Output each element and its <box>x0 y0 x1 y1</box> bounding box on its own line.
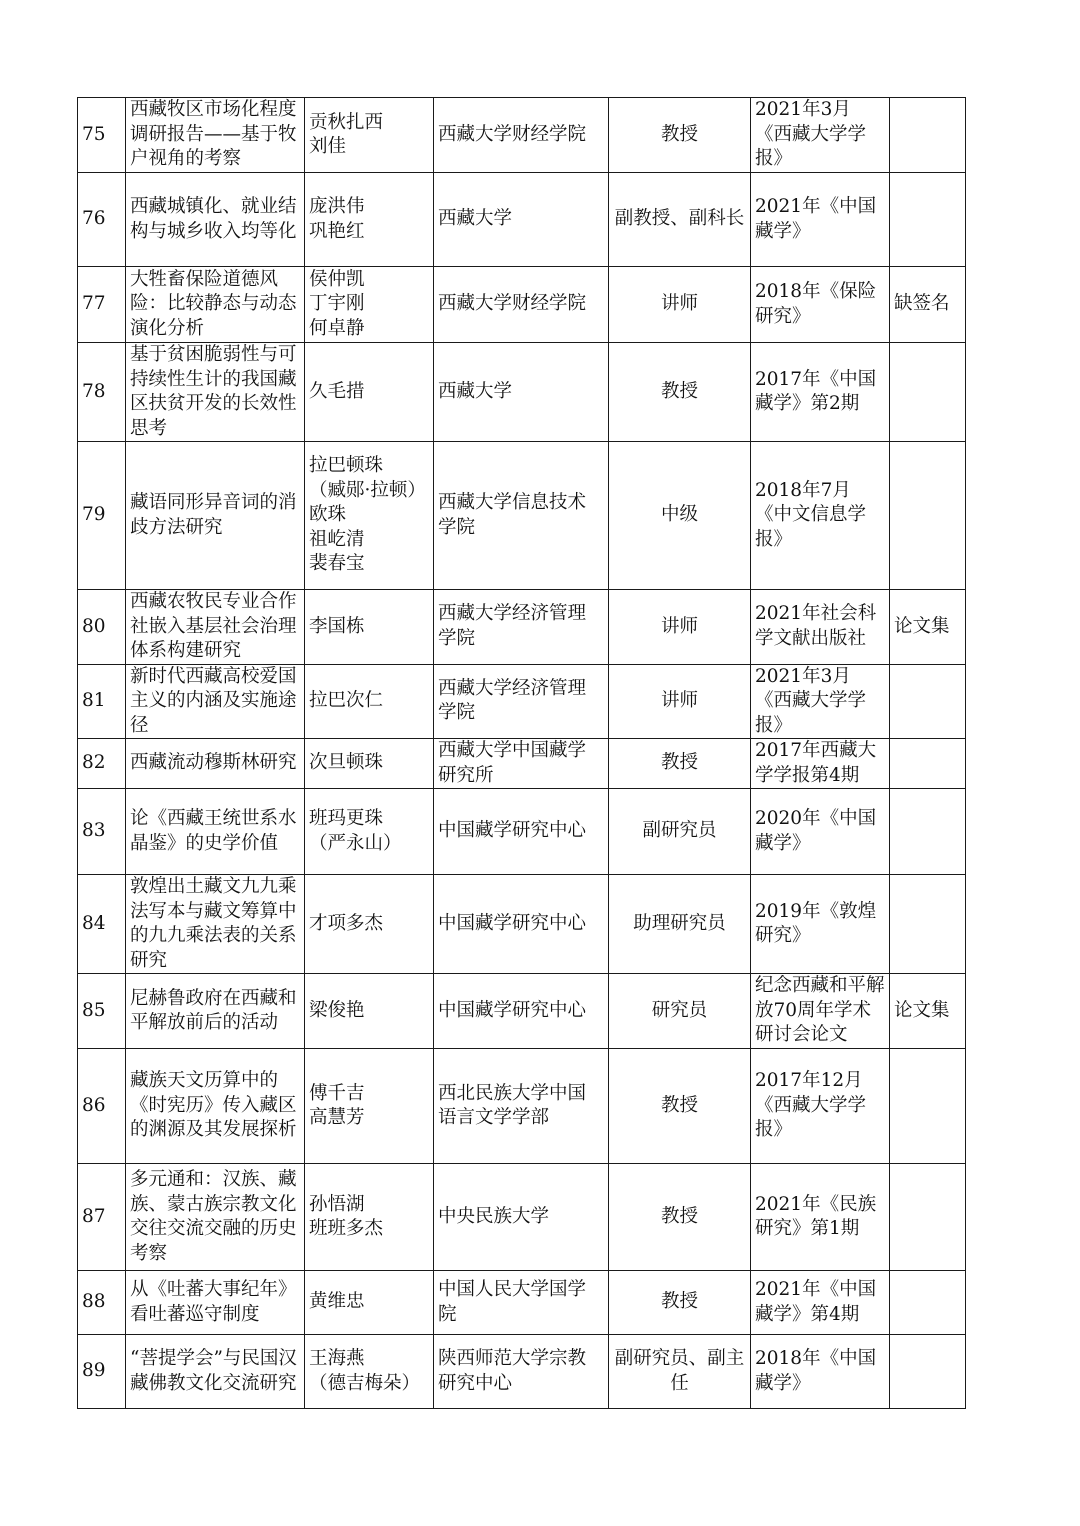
table-row <box>78 664 966 739</box>
affiliation-cell: 中央民族大学 <box>434 1164 609 1271</box>
table-row <box>78 789 966 875</box>
publication-cell: 2018年7月《中文信息学报》 <box>751 442 890 590</box>
title-rank-cell: 研究员 <box>609 974 751 1049</box>
authors-cell: 拉巴次仁 <box>305 664 434 739</box>
table-row <box>78 267 966 343</box>
paper-title-cell: 基于贫困脆弱性与可持续性生计的我国藏区扶贫开发的长效性思考 <box>126 343 305 442</box>
publication-cell: 2018年《保险研究》 <box>751 267 890 343</box>
affiliation-cell: 西藏大学经济管理学院 <box>434 664 609 739</box>
row-number-cell: 75 <box>78 98 126 173</box>
row-number-cell: 82 <box>78 739 126 789</box>
affiliation-cell: 西北民族大学中国语言文学学部 <box>434 1049 609 1164</box>
authors-cell: 孙悟湖 班班多杰 <box>305 1164 434 1271</box>
row-number-cell: 87 <box>78 1164 126 1271</box>
publication-cell: 2021年《中国藏学》 <box>751 173 890 267</box>
title-rank-cell: 助理研究员 <box>609 875 751 974</box>
remark-cell <box>890 173 966 267</box>
table-row <box>78 590 966 665</box>
authors-cell: 傅千吉 高慧芳 <box>305 1049 434 1164</box>
publication-cell: 2017年《中国藏学》第2期 <box>751 343 890 442</box>
table-row <box>78 974 966 1049</box>
affiliation-cell: 西藏大学 <box>434 343 609 442</box>
remark-cell <box>890 98 966 173</box>
title-rank-cell: 中级 <box>609 442 751 590</box>
publication-cell: 2017年西藏大学学报第4期 <box>751 739 890 789</box>
remark-cell <box>890 1271 966 1335</box>
table-body <box>78 98 966 1409</box>
title-rank-cell: 讲师 <box>609 590 751 665</box>
publication-cell: 2021年3月《西藏大学学报》 <box>751 98 890 173</box>
title-rank-cell: 讲师 <box>609 664 751 739</box>
row-number-cell: 83 <box>78 789 126 875</box>
remark-cell <box>890 789 966 875</box>
affiliation-cell: 中国藏学研究中心 <box>434 974 609 1049</box>
table-row <box>78 442 966 590</box>
affiliation-cell: 西藏大学信息技术学院 <box>434 442 609 590</box>
row-number-cell: 76 <box>78 173 126 267</box>
publication-cell: 2017年12月《西藏大学学报》 <box>751 1049 890 1164</box>
table-row <box>78 1271 966 1335</box>
affiliation-cell: 西藏大学经济管理学院 <box>434 590 609 665</box>
publication-cell: 2021年3月《西藏大学学报》 <box>751 664 890 739</box>
affiliation-cell: 中国人民大学国学院 <box>434 1271 609 1335</box>
remark-cell <box>890 1335 966 1409</box>
row-number-cell: 81 <box>78 664 126 739</box>
paper-title-cell: 大牲畜保险道德风险：比较静态与动态演化分析 <box>126 267 305 343</box>
publication-cell: 2021年社会科学文献出版社 <box>751 590 890 665</box>
remark-cell <box>890 442 966 590</box>
publication-cell: 2021年《民族研究》第1期 <box>751 1164 890 1271</box>
remark-cell <box>890 664 966 739</box>
affiliation-cell: 西藏大学 <box>434 173 609 267</box>
paper-title-cell: 多元通和：汉族、藏族、蒙古族宗教文化交往交流交融的历史考察 <box>126 1164 305 1271</box>
title-rank-cell: 副教授、副科长 <box>609 173 751 267</box>
affiliation-cell: 陕西师范大学宗教研究中心 <box>434 1335 609 1409</box>
affiliation-cell: 西藏大学中国藏学研究所 <box>434 739 609 789</box>
affiliation-cell: 西藏大学财经学院 <box>434 267 609 343</box>
title-rank-cell: 教授 <box>609 1271 751 1335</box>
remark-cell <box>890 343 966 442</box>
table-row <box>78 1164 966 1271</box>
paper-title-cell: 新时代西藏高校爱国主义的内涵及实施途径 <box>126 664 305 739</box>
row-number-cell: 89 <box>78 1335 126 1409</box>
title-rank-cell: 教授 <box>609 1049 751 1164</box>
row-number-cell: 80 <box>78 590 126 665</box>
affiliation-cell: 西藏大学财经学院 <box>434 98 609 173</box>
authors-cell: 拉巴顿珠 （臧郧·拉顿） 欧珠 祖屹清 裴春宝 <box>305 442 434 590</box>
authors-cell: 班玛更珠 （严永山） <box>305 789 434 875</box>
row-number-cell: 88 <box>78 1271 126 1335</box>
table-row <box>78 98 966 173</box>
publication-cell: 2021年《中国藏学》第4期 <box>751 1271 890 1335</box>
authors-cell: 李国栋 <box>305 590 434 665</box>
remark-cell <box>890 1164 966 1271</box>
title-rank-cell: 副研究员、副主任 <box>609 1335 751 1409</box>
paper-title-cell: 敦煌出土藏文九九乘法写本与藏文筹算中的九九乘法表的关系研究 <box>126 875 305 974</box>
authors-cell: 黄维忠 <box>305 1271 434 1335</box>
row-number-cell: 85 <box>78 974 126 1049</box>
table-row <box>78 343 966 442</box>
table-row <box>78 173 966 267</box>
affiliation-cell: 中国藏学研究中心 <box>434 789 609 875</box>
paper-title-cell: 尼赫鲁政府在西藏和平解放前后的活动 <box>126 974 305 1049</box>
remark-cell: 论文集 <box>890 590 966 665</box>
table-row <box>78 1335 966 1409</box>
paper-title-cell: 西藏农牧民专业合作社嵌入基层社会治理体系构建研究 <box>126 590 305 665</box>
paper-title-cell: 藏族天文历算中的《时宪历》传入藏区的渊源及其发展探析 <box>126 1049 305 1164</box>
title-rank-cell: 教授 <box>609 343 751 442</box>
paper-list-table <box>77 97 966 1409</box>
authors-cell: 久毛措 <box>305 343 434 442</box>
authors-cell: 贡秋扎西 刘佳 <box>305 98 434 173</box>
authors-cell: 次旦顿珠 <box>305 739 434 789</box>
row-number-cell: 78 <box>78 343 126 442</box>
remark-cell: 缺签名 <box>890 267 966 343</box>
authors-cell: 才项多杰 <box>305 875 434 974</box>
remark-cell: 论文集 <box>890 974 966 1049</box>
remark-cell <box>890 739 966 789</box>
paper-title-cell: 西藏牧区市场化程度调研报告——基于牧户视角的考察 <box>126 98 305 173</box>
paper-title-cell: 西藏流动穆斯林研究 <box>126 739 305 789</box>
publication-cell: 2018年《中国藏学》 <box>751 1335 890 1409</box>
remark-cell <box>890 1049 966 1164</box>
paper-title-cell: 从《吐蕃大事纪年》看吐蕃巡守制度 <box>126 1271 305 1335</box>
title-rank-cell: 教授 <box>609 739 751 789</box>
paper-title-cell: 西藏城镇化、就业结构与城乡收入均等化 <box>126 173 305 267</box>
title-rank-cell: 教授 <box>609 98 751 173</box>
title-rank-cell: 副研究员 <box>609 789 751 875</box>
authors-cell: 梁俊艳 <box>305 974 434 1049</box>
publication-cell: 2020年《中国藏学》 <box>751 789 890 875</box>
row-number-cell: 79 <box>78 442 126 590</box>
paper-title-cell: 论《西藏王统世系水晶鉴》的史学价值 <box>126 789 305 875</box>
publication-cell: 纪念西藏和平解放70周年学术研讨会论文 <box>751 974 890 1049</box>
authors-cell: 侯仲凯 丁宇刚 何卓静 <box>305 267 434 343</box>
table-row <box>78 739 966 789</box>
row-number-cell: 86 <box>78 1049 126 1164</box>
title-rank-cell: 教授 <box>609 1164 751 1271</box>
publication-cell: 2019年《敦煌研究》 <box>751 875 890 974</box>
authors-cell: 王海燕 （德吉梅朵） <box>305 1335 434 1409</box>
authors-cell: 庞洪伟 巩艳红 <box>305 173 434 267</box>
row-number-cell: 77 <box>78 267 126 343</box>
table-row <box>78 1049 966 1164</box>
affiliation-cell: 中国藏学研究中心 <box>434 875 609 974</box>
table-row <box>78 875 966 974</box>
paper-title-cell: “菩提学会”与民国汉藏佛教文化交流研究 <box>126 1335 305 1409</box>
title-rank-cell: 讲师 <box>609 267 751 343</box>
paper-title-cell: 藏语同形异音词的消歧方法研究 <box>126 442 305 590</box>
row-number-cell: 84 <box>78 875 126 974</box>
remark-cell <box>890 875 966 974</box>
